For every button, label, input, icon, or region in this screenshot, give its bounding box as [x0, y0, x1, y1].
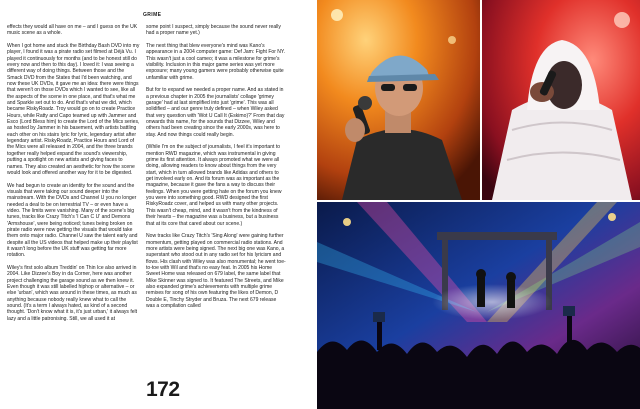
photo-stage-crowd: [317, 202, 640, 409]
paragraph: (While I'm on the subject of journalists, I feel it's important to mention RWD magazine, which was instrumental in giving grime its first attention. It always promoted what we were all doing, allowing readers to know about things from the very start, which in turn allowed brands like Adidas and others to get involved early on. And its forum was as important as the magazine, because it gave the fans a way to discuss their feelings. When you were getting hate on the forum you knew you were into something good. RWD designed the first RiskyRoadz cover, and helped us with many other projects. This wasn't cheap, mind, and it wasn't from the kindness of their hearts – the magazine was a business, but a business that at its core that cared about our scene.): [146, 144, 282, 227]
page-number: 172: [146, 378, 180, 401]
section-label: GRIME: [143, 12, 162, 18]
paragraph: Now tracks like Crazy Titch's 'Sing Along' were gaining further momentum, getting played on commercial radio stations. And more artists were being signed. The next big one was Kano, a superstant who stood out in any radio set for his lyricism and flows. His clash with Wiley was also monumental; he went toe-to-toe with Wil and that's no easy feat. In 2005 his Home Sweet Home was released on 679 label, the same label that Mike Skinner was signed to. It featured The Streets, and Mike also expanded grime's achievements with multiple grime remixes for song of his own featuring the likes of Demon, D Double E, Tinchy Stryder and Bruza. The next 679 release was a compilation called: [146, 233, 286, 309]
photo-performer-white-hood: [482, 0, 640, 200]
paragraph: But for to expand we needed a proper name. And as stated in a previous chapter in 2005 the journalists' collage 'grimey garage' had at last simplified into just 'grime'. This was all solidified – and our genre truly defined – when Wiley asked that very question with 'Wot U Call It (Eskimo)?' From that day onwards this name, for the sounds that Dizzee, Wiley and others had been creating since the early 2000s, was here to stay. And now things could really begin.: [146, 87, 285, 138]
paragraph: Wiley's first solo album Treddin' on Thin Ice also arrived in 2004. Like Dizzee's Boy in da Corner, here was another project challenging the garage sound as we then knew it. Even though it was still labelled hiphop or alternative – or else 'urban', which was around in these times, as much as anything because nobody really knew what to call the sound. (It's a term I always hated, as kind of a second thought. 'Don't know what it is, it's just urban,' it always felt lazy and a little patronising. Still, we all used it at: [7, 264, 138, 322]
text-column-right: [146, 24, 286, 316]
paragraph: When I got home and stuck the Birthday Bash DVD into my player, I found it was a pirate radio set filmed at Déjà Vu. I played it continuously for months (and to be honest still do every now and then to this day). I loved it: I was seeing a different way of doing things. Between those and the Smack DVD from the States that I'd been watching, and now these UK DVDs, it gave me an idea: there were things that weren't on those DVDs which I wanted to see, like all the aspects of the scene in one place, and that's what me and Sparkle set out to do. And that's what we did, which became RiskyRoadz. Troy would go on to create Practice Hours, while Ratty and Capo teamed up with Jammer and Esco (Lord Bless him) to create the Lord of the Mics series, as hosted by Jammer in his basement, with artists battling each other on his stairs lyric for lyric, legendary artist after legendary artist. RiskyRoadz, Practice Hours and Lord of the Mics were all released in 2004, and the three brands together really helped expand the sound's viewership, putting a spotlight on new artists and giving faces to names. They also created an aesthetic for how the scene would look and offered another way for it to be digested.: [7, 42, 140, 176]
paragraph: some point I suspect, simply because the sound never really had a proper name yet.): [146, 24, 281, 37]
paragraph: The next thing that blew everyone's mind was Kano's appearance in a 2004 computer game: Def Jam: Fight For NY. This wasn't just a cool cameo; it was a milestone for grime's visibility. Inclusion in this major game series was yet more exposure; many young gamers were probably otherwise quite unfamiliar with grime.: [146, 42, 286, 81]
text-column-left: [7, 24, 140, 328]
photo-performer-cap: [317, 0, 480, 200]
paragraph: effects they would all have on me – and I guess on the UK music scene as a whole.: [7, 24, 138, 37]
paragraph: We had begun to create an identity for the sound and the visuals that were taking our sound deeper into the mainstream. With the DVDs and Channel U you no longer needed a deal to be on terrestrial TV – or even have a video. The limits were vanishing. Many of the scene's big tunes, tracks like Crazy Titch's 'I Can C U' and Demons 'Armshouse', were being noticed; tunes being broken on pirate radio were now getting the visuals that would take them onto major radio. Channel U saw the talent early and despite all the US videos that helped make up their playlist it wasn't long before the UK stuff was getting far more rotation.: [7, 182, 138, 259]
